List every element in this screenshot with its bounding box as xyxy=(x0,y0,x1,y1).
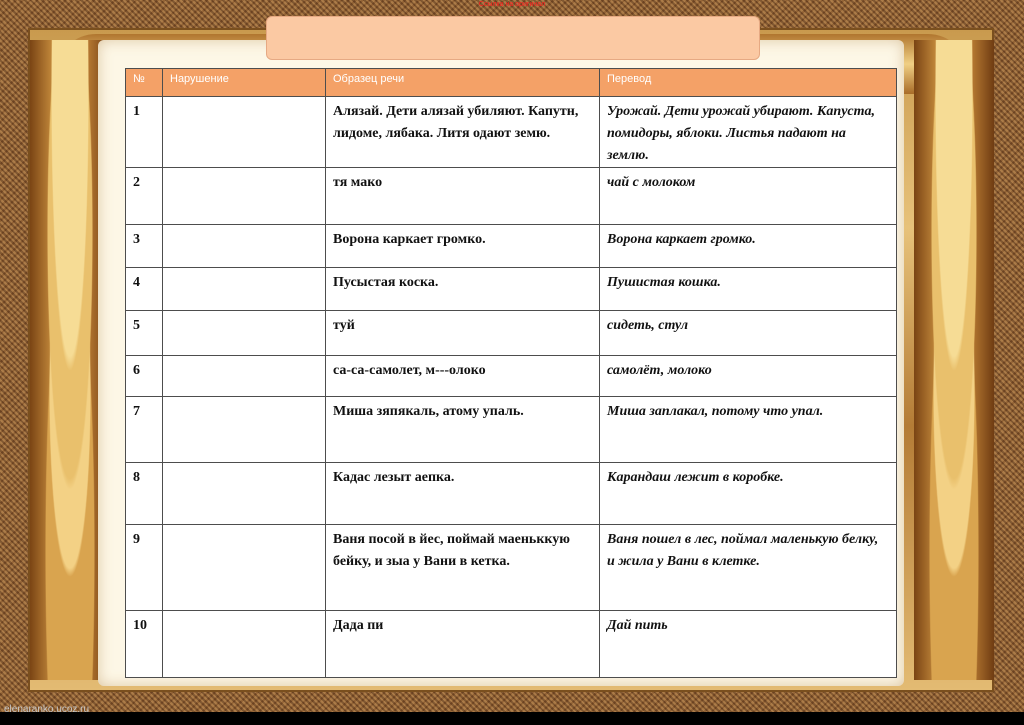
row-number: 7 xyxy=(126,397,163,463)
row-number: 4 xyxy=(126,268,163,311)
row-number: 6 xyxy=(126,356,163,397)
row-sample: Миша зяпякаль, атому упаль. xyxy=(326,397,600,463)
row-translation: чай с молоком xyxy=(600,168,897,225)
row-translation: Карандаш лежит в коробке. xyxy=(600,463,897,525)
header-number: № xyxy=(126,69,163,97)
table-row xyxy=(126,168,897,225)
row-sample: тя мако xyxy=(326,168,600,225)
table-row xyxy=(126,463,897,525)
table-header-row xyxy=(126,69,897,97)
row-violation xyxy=(163,397,326,463)
top-link-caption[interactable]: Ссылка на оригинал xyxy=(478,1,546,8)
row-translation: Урожай. Дети урожай убирают. Капуста, помидоры, яблоки. Листья падают на землю. xyxy=(600,97,897,168)
table-row xyxy=(126,268,897,311)
row-translation: Ворона каркает громко. xyxy=(600,225,897,268)
row-number: 2 xyxy=(126,168,163,225)
row-violation xyxy=(163,97,326,168)
row-translation: самолёт, молоко xyxy=(600,356,897,397)
row-translation: Пушистая кошка. xyxy=(600,268,897,311)
row-sample: Пусыстая коска. xyxy=(326,268,600,311)
row-violation xyxy=(163,463,326,525)
row-violation xyxy=(163,356,326,397)
row-number: 9 xyxy=(126,525,163,611)
row-sample: Ворона каркает громко. xyxy=(326,225,600,268)
row-sample: Ваня посой в йес, поймай маеньккую бейку, и зыа у Вани в кетка. xyxy=(326,525,600,611)
row-number: 8 xyxy=(126,463,163,525)
table-row xyxy=(126,397,897,463)
row-number: 5 xyxy=(126,311,163,356)
row-sample: Кадас лезыт аепка. xyxy=(326,463,600,525)
site-watermark: elenaranko.ucoz.ru xyxy=(4,704,90,715)
row-translation: Миша заплакал, потому что упал. xyxy=(600,397,897,463)
row-sample: Дада пи xyxy=(326,611,600,678)
row-violation xyxy=(163,168,326,225)
row-translation: сидеть, стул xyxy=(600,311,897,356)
row-violation xyxy=(163,311,326,356)
header-speech-sample: Образец речи xyxy=(326,69,600,97)
table-row xyxy=(126,525,897,611)
table-row xyxy=(126,225,897,268)
row-sample: са-са-самолет, м---олоко xyxy=(326,356,600,397)
row-translation: Ваня пошел в лес, поймал маленькую белку, и жила у Вани в клетке. xyxy=(600,525,897,611)
header-violation: Нарушение xyxy=(163,69,326,97)
row-violation xyxy=(163,268,326,311)
header-translation: Перевод xyxy=(600,69,897,97)
title-placeholder-box xyxy=(266,16,760,60)
row-translation: Дай пить xyxy=(600,611,897,678)
row-number: 1 xyxy=(126,97,163,168)
row-sample: туй xyxy=(326,311,600,356)
row-violation xyxy=(163,611,326,678)
row-number: 10 xyxy=(126,611,163,678)
right-ornamental-pillar xyxy=(914,40,994,680)
row-violation xyxy=(163,525,326,611)
row-sample: Алязай. Дети алязай убиляют. Капутн, лидоме, лябака. Литя одают земю. xyxy=(326,97,600,168)
row-violation xyxy=(163,225,326,268)
row-number: 3 xyxy=(126,225,163,268)
speech-samples-table xyxy=(125,68,897,678)
table-row xyxy=(126,356,897,397)
table-row xyxy=(126,311,897,356)
table-row xyxy=(126,611,897,678)
table-row xyxy=(126,97,897,168)
